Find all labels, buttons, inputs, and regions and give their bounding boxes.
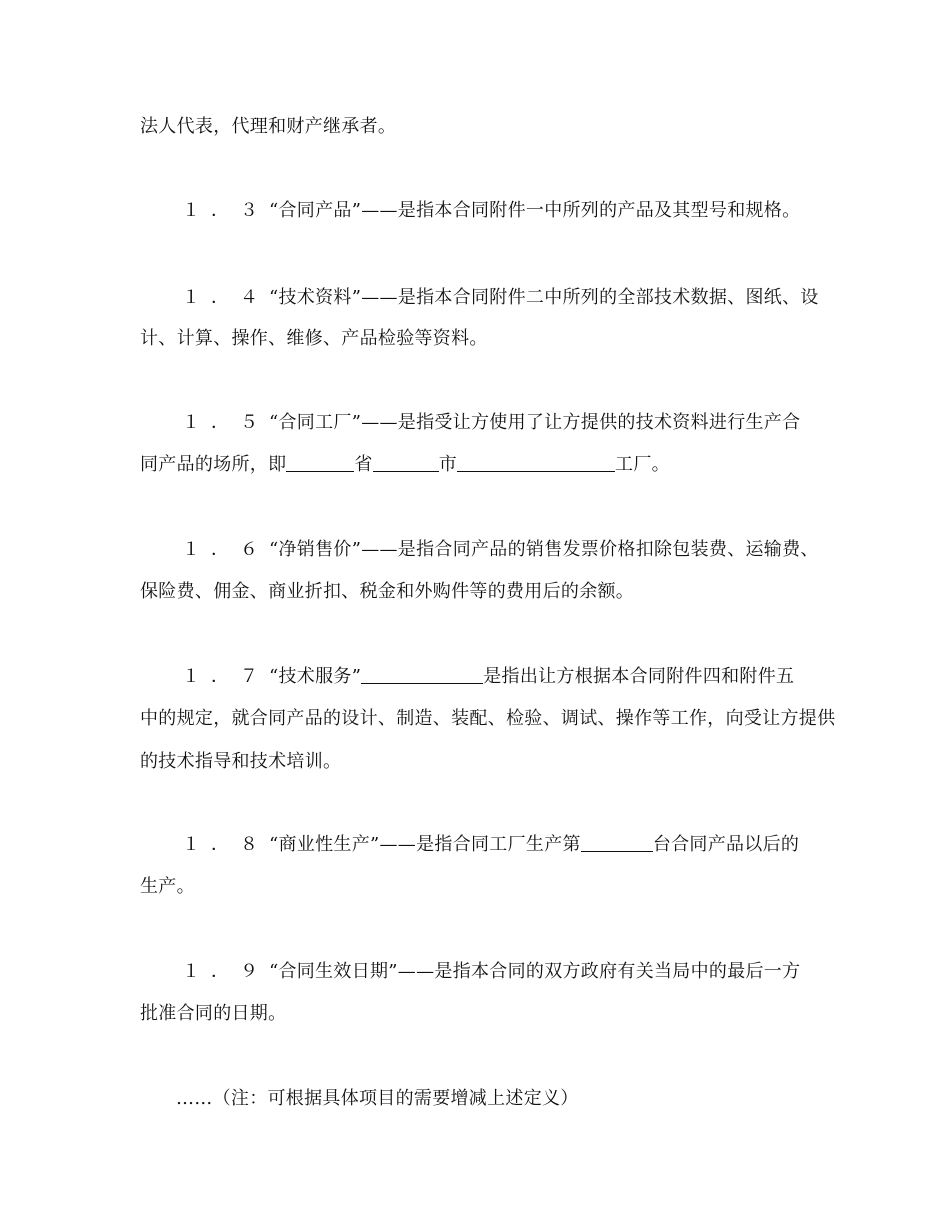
definition-1-5-cont: 同产品的场所，即 省 市 工厂。: [140, 454, 670, 475]
province-blank[interactable]: [286, 453, 354, 472]
definition-1-4-cont: 计、计算、操作、维修、产品检验等资料。: [140, 328, 488, 349]
definition-1-7-cont-2: 的技术指导和技术培训。: [140, 751, 342, 772]
definition-number: １．９: [182, 961, 269, 982]
definition-1-7-cont: 中的规定，就合同产品的设计、制造、装配、检验、调试、操作等工作，向受让方提供: [140, 708, 836, 729]
definition-1-8: １．８“商业性生产”——是指合同工厂生产第 台合同产品以后的: [182, 834, 800, 855]
unit-count-blank[interactable]: [581, 833, 653, 852]
factory-name-blank[interactable]: [457, 453, 615, 472]
definition-number: １．３: [182, 200, 269, 221]
definition-1-5: １．５“合同工厂”——是指受让方使用了让方提供的技术资料进行生产合: [182, 412, 801, 433]
definition-1-9-cont: 批准合同的日期。: [140, 1003, 287, 1024]
definition-number: １．５: [182, 412, 269, 433]
note-text: ……（注：可根据具体项目的需要增减上述定义）: [176, 1088, 579, 1109]
technical-service-blank[interactable]: [361, 665, 483, 684]
definition-1-6: １．６“净销售价”——是指合同产品的销售发票价格扣除包装费、运输费、: [182, 539, 819, 560]
definition-number: １．４: [182, 287, 269, 308]
definition-1-8-cont: 生产。: [140, 876, 195, 897]
city-blank[interactable]: [373, 453, 439, 472]
definition-number: １．８: [182, 834, 269, 855]
definition-1-9: １．９“合同生效日期”——是指本合同的双方政府有关当局中的最后一方: [182, 961, 801, 982]
definition-1-4: １．４“技术资料”——是指本合同附件二中所列的全部技术数据、图纸、设: [182, 287, 819, 308]
definition-number: １．６: [182, 539, 269, 560]
definition-1-7: １．７“技术服务” 是指出让方根据本合同附件四和附件五: [182, 666, 795, 687]
definition-number: １．７: [182, 666, 269, 687]
definition-1-3: １．３“合同产品”——是指本合同附件一中所列的产品及其型号和规格。: [182, 200, 801, 221]
definition-1-6-cont: 保险费、佣金、商业折扣、税金和外购件等的费用后的余额。: [140, 581, 635, 602]
paragraph-continued: 法人代表，代理和财产继承者。: [140, 116, 397, 137]
